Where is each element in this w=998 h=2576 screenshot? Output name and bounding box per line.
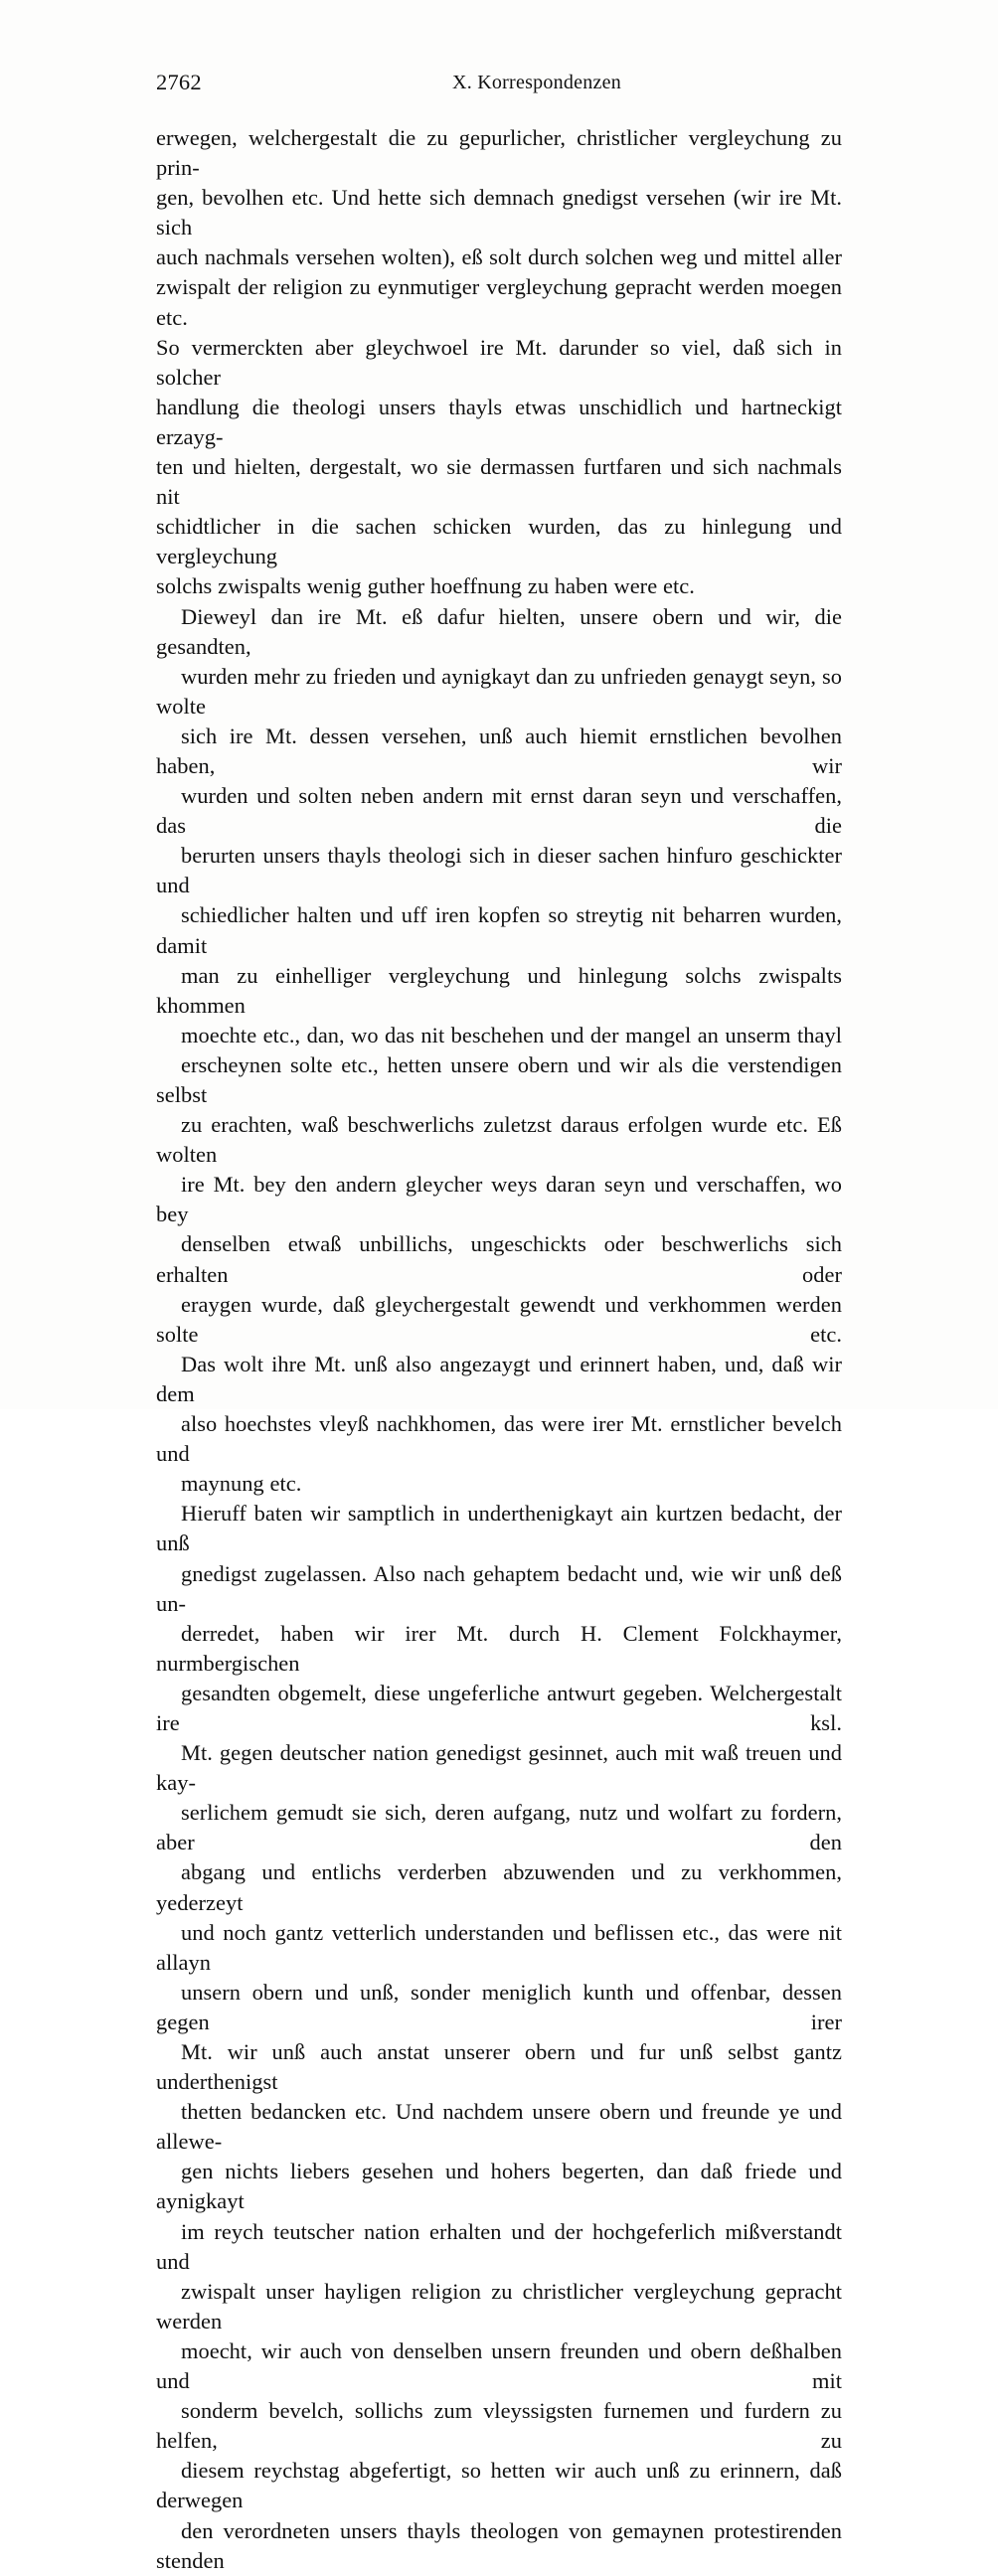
text-line: schidtlicher in die sachen schicken wurden, das zu hinlegung und vergleychung [156, 514, 848, 569]
running-head-title: X. Korrespondenzen [452, 72, 621, 93]
text-line: gesandten obgemelt, diese ungeferliche antwurt gegeben. Welchergestalt ire ksl. [156, 1680, 848, 1735]
text-line: berurten unsers thayls theologi sich in dieser sachen hinfuro geschickter und [156, 843, 848, 898]
text-line: eraygen wurde, daß gleychergestalt gewendt und verkhommen werden solte etc. [156, 1291, 848, 1347]
text-line: den verordneten unsers thayls theologen von gemaynen protestirenden stenden [156, 2517, 848, 2573]
text-line: und noch gantz vetterlich understanden und beflissen etc., das were nit allayn [156, 1919, 848, 1975]
text-line: abgang und entlichs verderben abzuwenden und zu verkhommen, yederzeyt [156, 1859, 848, 1915]
text-line: derredet, haben wir irer Mt. durch H. Clement Folckhaymer, nurmbergischen [156, 1620, 848, 1676]
text-line: im reych teutscher nation erhalten und der hochgeferlich mißverstandt und [156, 2218, 848, 2274]
text-line: Mt. wir unß auch anstat unserer obern und fur unß selbst gantz underthenigst [156, 2039, 848, 2095]
paragraph [156, 1499, 848, 2575]
text-line: Hieruff baten wir samptlich in underthenigkayt ain kurtzen bedacht, der unß [156, 1501, 848, 1556]
text-line: man zu einhelliger vergleychung und hinlegung solchs zwispalts khommen [156, 962, 848, 1018]
text-line: serlichem gemudt sie sich, deren aufgang, nutz und wolfart zu fordern, aber den [156, 1800, 848, 1855]
text-line: also hoechstes vleyß nachkhomen, das were irer Mt. ernstlicher bevelch und [156, 1411, 848, 1467]
running-head [156, 72, 842, 115]
text-line: wurden und solten neben andern mit ernst daran seyn und verschaffen, das die [156, 783, 848, 839]
text-line: erwegen, welchergestalt die zu gepurlicher, christlicher vergleychung zu prin- [156, 125, 848, 181]
text-line: Dieweyl dan ire Mt. eß dafur hielten, unsere obern und wir, die gesandten, [156, 603, 848, 659]
text-line: denselben etwaß unbillichs, ungeschickts oder beschwerlichs sich erhalten oder [156, 1231, 848, 1287]
text-line: So vermerckten aber gleychwoel ire Mt. darunder so viel, daß sich in solcher [156, 334, 848, 390]
text-line: handlung die theologi unsers thayls etwas unschidlich und hartneckigt erzayg- [156, 394, 848, 449]
text-line: diesem reychstag abgefertigt, so hetten wir auch unß zu erinnern, daß derwegen [156, 2458, 848, 2513]
text-line: zwispalt unser hayligen religion zu christlicher vergleychung gepracht werden [156, 2278, 848, 2334]
text-line: gnedigst zugelassen. Also nach gehaptem bedacht und, wie wir unß deß un- [156, 1560, 848, 1616]
text-line: gen nichts liebers gesehen und hohers begerten, dan daß friede und aynigkayt [156, 2159, 848, 2214]
text-line: moecht, wir auch von denselben unsern freunden und obern deßhalben und mit [156, 2337, 848, 2394]
text-line: sich ire Mt. dessen versehen, unß auch hiemit ernstlichen bevolhen haben, wir [156, 723, 848, 778]
text-line: gen, bevolhen etc. Und hette sich demnach gnedigst versehen (wir ire Mt. sich [156, 185, 848, 241]
text-line: ten und hielten, dergestalt, wo sie dermassen furtfaren und sich nachmals nit [156, 454, 848, 510]
text-line: wurden mehr zu frieden und aynigkayt dan zu unfrieden genaygt seyn, so wolte [156, 663, 848, 719]
paragraph [156, 602, 848, 1500]
paragraph [156, 123, 848, 602]
text-line: zu erachten, waß beschwerlichs zuletzst daraus erfolgen wurde etc. Eß wolten [156, 1112, 848, 1168]
text-line: Das wolt ihre Mt. unß also angezaygt und erinnert haben, und, daß wir dem [156, 1351, 848, 1406]
text-line: ire Mt. bey den andern gleycher weys daran seyn und verschaffen, wo bey [156, 1172, 848, 1227]
page-content [156, 0, 848, 2576]
page-number: 2762 [156, 70, 202, 94]
text-line: thetten bedancken etc. Und nachdem unsere obern und freunde ye und allewe- [156, 2099, 848, 2155]
text-line: moechte etc., dan, wo das nit beschehen und der mangel an unserm thayl [181, 1022, 842, 1047]
text-line: Mt. gegen deutscher nation genedigst gesinnet, auch mit waß treuen und kay- [156, 1740, 848, 1796]
text-line: maynung etc. [181, 1471, 302, 1497]
text-line: unsern obern und unß, sonder meniglich kunth und offenbar, dessen gegen irer [156, 1979, 848, 2034]
text-line: auch nachmals versehen wolten), eß solt durch solchen weg und mittel aller [156, 244, 842, 270]
text-line: sonderm bevelch, sollichs zum vleyssigsten furnemen und furdern zu helfen, zu [156, 2398, 848, 2454]
body-text [156, 123, 848, 2576]
text-line: zwispalt der religion zu eynmutiger vergleychung gepracht werden moegen etc. [156, 274, 848, 330]
text-line: schiedlicher halten und uff iren kopfen so streytig nit beharren wurden, damit [156, 902, 848, 958]
text-line: solchs zwispalts wenig guther hoeffnung zu haben were etc. [156, 573, 695, 599]
text-line: erscheynen solte etc., hetten unsere obern und wir als die verstendigen selbst [156, 1051, 848, 1107]
